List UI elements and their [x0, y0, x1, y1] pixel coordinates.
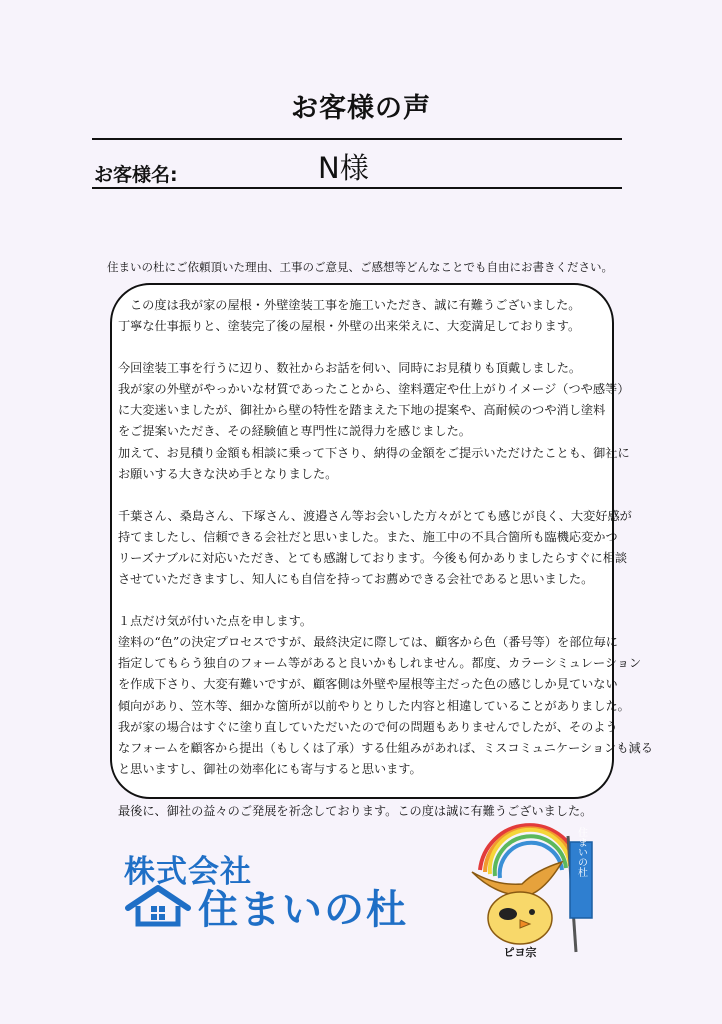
comment-line: させていただきますし、知人にも自信を持ってお薦めできる会社であると思いました。 [118, 572, 594, 587]
comment-line: 加えて、お見積り金額も相談に乗って下さり、納得の金額をご提示いただけたことも、御社に [118, 445, 630, 460]
customer-name-value: N様 [318, 151, 369, 185]
house-logo-icon [124, 884, 192, 928]
comment-body [118, 295, 653, 843]
comment-line: を作成下さり、大変有難いですが、顧客側は外壁や屋根等主だった色の感じしか見ていない [118, 677, 618, 692]
customer-name-label: お客様名: [94, 164, 178, 186]
mascot-flag-text: 住まいの杜 [575, 827, 587, 877]
comment-paragraph [118, 358, 630, 485]
comment-line: なフォームを顧客から提出（もしくは了承）する仕組みがあれば、ミスコミュニケーションも減る [118, 740, 653, 755]
mascot-name: ピヨ宗 [503, 946, 537, 959]
comment-paragraph [118, 506, 632, 590]
comment-line: と思いますし、御社の効率化にも寄与すると思います。 [118, 761, 422, 776]
page-title: お客様の声 [291, 93, 431, 124]
company-logo-name: 住まいの杜 [198, 887, 408, 933]
comment-line: 塗料の“色”の決定プロセスですが、最終決定に際しては、顧客から色（番号等）を部位毎に [118, 635, 618, 650]
instructions-text: 住まいの杜にご依頼頂いた理由、工事のご意見、ご感想等どんなことでも自由にお書きください。 [107, 260, 613, 274]
company-logo-prefix: 株式会社 [124, 854, 252, 890]
comment-line: 我が家の外壁がやっかいな材質であったことから、塗料選定や仕上がりイメージ（つや感等） [118, 382, 630, 397]
comment-line: 指定してもらう独自のフォーム等があると良いかもしれません。都度、カラーシミュレーション [118, 656, 642, 671]
comment-line: 丁寧な仕事振りと、塗装完了後の屋根・外壁の出来栄えに、大変満足しております。 [118, 319, 581, 334]
comment-line: に大変迷いましたが、御社から壁の特性を踏まえた下地の提案や、高耐候のつや消し塗料 [118, 403, 606, 418]
comment-paragraph [118, 295, 618, 337]
comment-line: リーズナブルに対応いただき、とても感謝しております。今後も何かありましたらすぐに相談 [118, 550, 628, 565]
comment-line: お願いする大きな決め手となりました。 [118, 466, 338, 481]
comment-line: 持てましたし、信頼できる会社だと思いました。また、施工中の不具合箇所も臨機応変かつ [118, 529, 618, 544]
comment-line: 今回塗装工事を行うに辺り、数社からお話を伺い、同時にお見積りも頂戴しました。 [118, 361, 582, 376]
comment-line: 最後に、御社の益々のご発展を祈念しております。この度は誠に有難うございました。 [118, 803, 593, 818]
customer-name-divider [92, 187, 622, 189]
comment-line: 我が家の場合はすぐに塗り直していただいたので何の問題もありませんでしたが、そのよう [118, 719, 618, 734]
comment-line: １点だけ気が付いた点を申します。 [118, 614, 313, 629]
comment-line: をご提案いただき、その経験値と専門性に説得力を感じました。 [118, 424, 471, 439]
chick-mascot-icon [466, 812, 596, 960]
title-divider [92, 138, 622, 140]
comment-paragraph [118, 611, 653, 780]
comment-line: この度は我が家の屋根・外壁塗装工事を施工いただき、誠に有難うございました。 [130, 298, 581, 312]
comment-line: 傾向があり、笠木等、細かな箇所が以前やりとりした内容と相違していることがありました。 [118, 698, 630, 713]
comment-line: 千葉さん、桑島さん、下塚さん、渡邉さん等お会いした方々がとても感じが良く、大変好感が [118, 508, 632, 523]
